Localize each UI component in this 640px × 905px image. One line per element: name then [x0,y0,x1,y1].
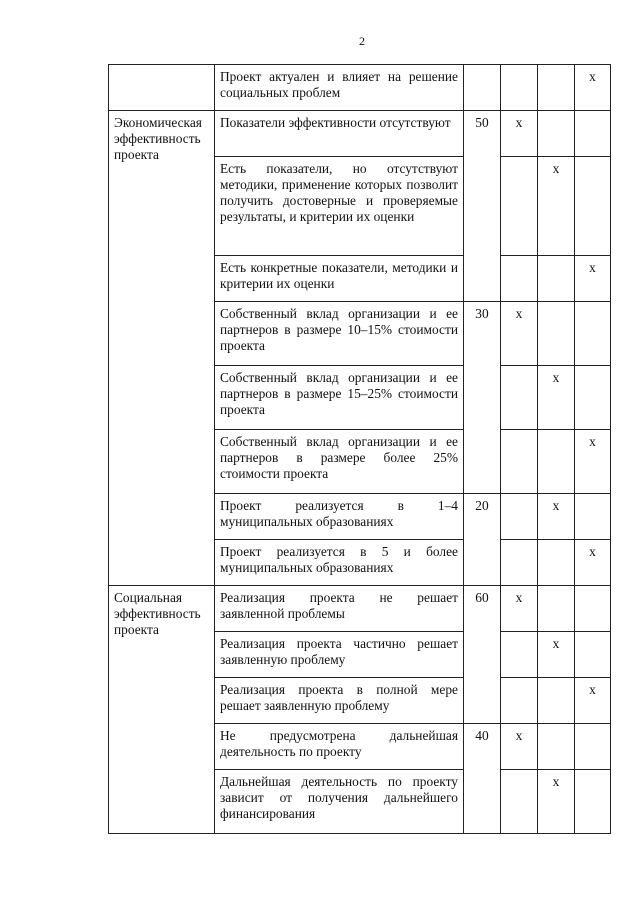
mark-cell [575,157,611,256]
criterion-cell: Экономическая эффективность проекта [109,111,215,586]
mark-cell: х [538,366,575,430]
mark-cell [538,678,575,724]
mark-cell [501,430,538,494]
description-cell: Показатели эффективности отсутствуют [215,111,464,157]
mark-cell [501,678,538,724]
description-cell: Собственный вклад организации и ее партнеров в размере 15–25% стоимости проекта [215,366,464,430]
score-cell [464,65,501,111]
mark-cell [575,724,611,770]
mark-cell: х [575,256,611,302]
description-cell: Проект реализуется в 5 и более муниципальных образованиях [215,540,464,586]
score-cell: 40 [464,724,501,834]
description-cell: Проект актуален и влияет на решение социальных проблем [215,65,464,111]
mark-cell: х [501,586,538,632]
mark-cell: х [575,65,611,111]
mark-cell [538,430,575,494]
mark-cell [575,632,611,678]
mark-cell [501,366,538,430]
description-cell: Проект реализуется в 1–4 муниципальных образованиях [215,494,464,540]
criteria-table [108,64,611,834]
description-cell: Реализация проекта в полной мере решает заявленную проблему [215,678,464,724]
mark-cell: х [538,632,575,678]
table-row [109,111,611,157]
mark-cell [575,366,611,430]
description-cell: Есть показатели, но отсутствуют методики, применение которых позволит получить достоверные и проверяемые результаты, и критерии их оценки [215,157,464,256]
description-cell: Не предусмотрена дальнейшая деятельность по проекту [215,724,464,770]
score-cell: 30 [464,302,501,494]
mark-cell [575,586,611,632]
mark-cell: х [538,770,575,834]
mark-cell [501,632,538,678]
mark-cell: х [538,494,575,540]
mark-cell [538,302,575,366]
description-cell: Дальнейшая деятельность по проекту зависит от получения дальнейшего финансирования [215,770,464,834]
mark-cell [501,770,538,834]
mark-cell [501,157,538,256]
mark-cell: х [538,157,575,256]
mark-cell [538,724,575,770]
criterion-cell [109,65,215,111]
mark-cell [501,540,538,586]
mark-cell [538,65,575,111]
description-cell: Реализация проекта не решает заявленной проблемы [215,586,464,632]
mark-cell [501,494,538,540]
mark-cell [501,65,538,111]
mark-cell [575,770,611,834]
table-row [109,65,611,111]
description-cell: Собственный вклад организации и ее партнеров в размере 10–15% стоимости проекта [215,302,464,366]
score-cell: 50 [464,111,501,302]
mark-cell: х [501,724,538,770]
description-cell: Реализация проекта частично решает заявленную проблему [215,632,464,678]
score-cell: 20 [464,494,501,586]
mark-cell: х [575,678,611,724]
description-cell: Собственный вклад организации и ее партнеров в размере более 25% стоимости проекта [215,430,464,494]
mark-cell: х [575,430,611,494]
description-cell: Есть конкретные показатели, методики и критерии их оценки [215,256,464,302]
mark-cell [538,256,575,302]
mark-cell [501,256,538,302]
mark-cell: х [575,540,611,586]
page-number: 2 [359,34,365,48]
score-cell: 60 [464,586,501,724]
mark-cell [538,540,575,586]
mark-cell [538,111,575,157]
mark-cell [575,111,611,157]
mark-cell: х [501,302,538,366]
mark-cell [575,302,611,366]
mark-cell [538,586,575,632]
mark-cell [575,494,611,540]
criterion-cell: Социальная эффективность проекта [109,586,215,834]
table-row [109,586,611,632]
mark-cell: х [501,111,538,157]
